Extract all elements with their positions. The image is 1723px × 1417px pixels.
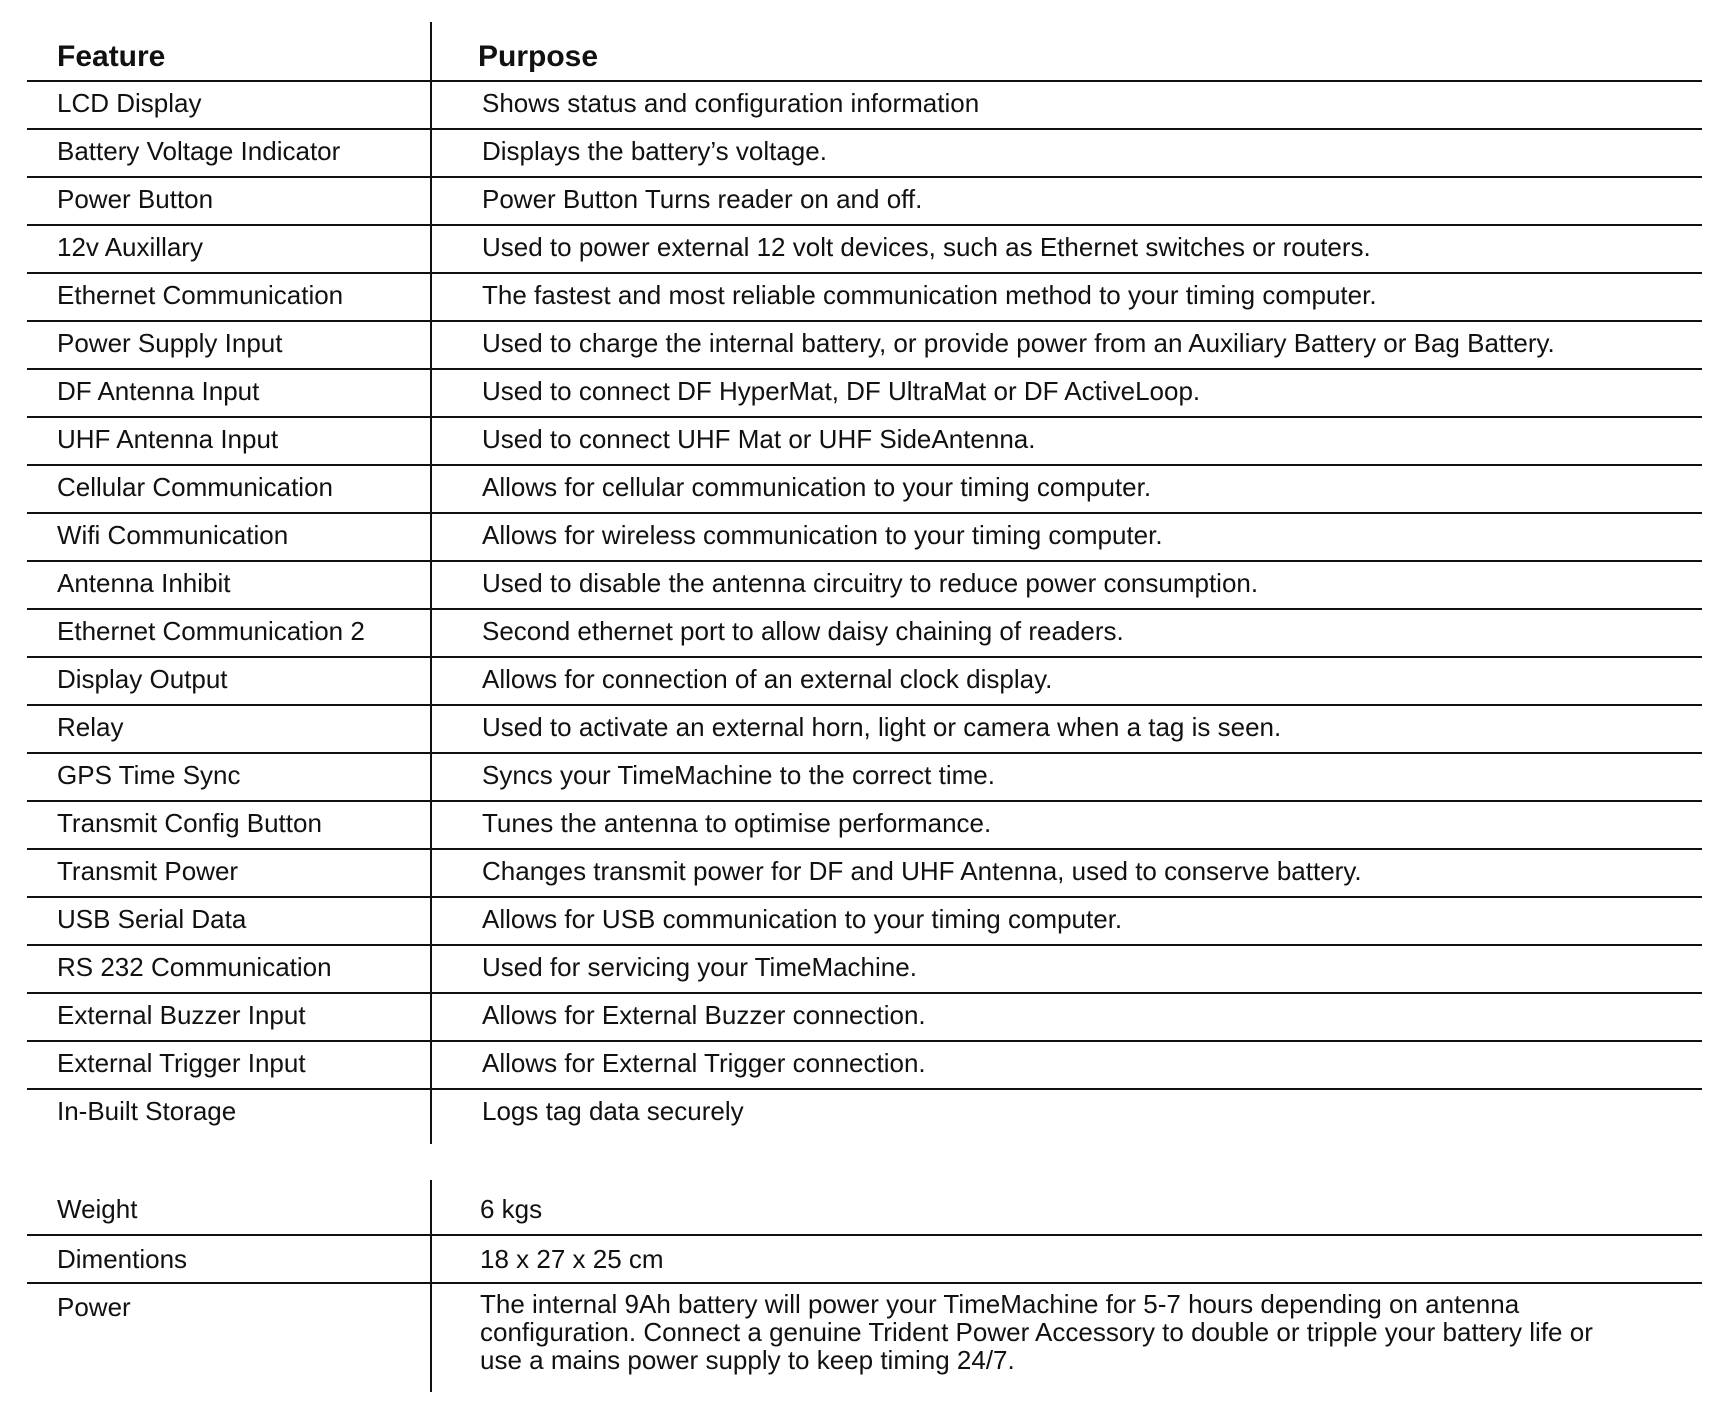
table-row: [27, 610, 1702, 658]
table-row: [27, 274, 1702, 322]
spec-label-cell: Power: [57, 1292, 131, 1322]
header-purpose: Purpose: [478, 40, 599, 73]
feature-cell: Power Supply Input: [57, 328, 283, 358]
table-row: [27, 418, 1702, 466]
purpose-cell: Allows for wireless communication to your timing computer.: [482, 520, 1163, 550]
table-row: [27, 562, 1702, 610]
table-row: [27, 514, 1702, 562]
table-row: [27, 322, 1702, 370]
purpose-cell: Shows status and configuration information: [482, 88, 980, 118]
spec-rows: [27, 1180, 1702, 1392]
table-row: [27, 130, 1702, 178]
purpose-cell: Allows for connection of an external clock display.: [482, 664, 1053, 694]
table-row: [27, 898, 1702, 946]
purpose-cell: Syncs your TimeMachine to the correct time.: [482, 760, 995, 790]
feature-rows: [27, 82, 1702, 1136]
table-row: [27, 370, 1702, 418]
feature-cell: USB Serial Data: [57, 904, 247, 934]
purpose-cell: Used to charge the internal battery, or provide power from an Auxiliary Battery or Bag Battery.: [482, 328, 1555, 358]
purpose-cell: Allows for External Trigger connection.: [482, 1048, 926, 1078]
purpose-cell: Used to power external 12 volt devices, such as Ethernet switches or routers.: [482, 232, 1371, 262]
specs-table: [27, 1180, 1702, 1392]
feature-cell: 12v Auxillary: [57, 232, 203, 262]
table-row: [27, 946, 1702, 994]
feature-cell: LCD Display: [57, 88, 202, 118]
feature-cell: In-Built Storage: [57, 1096, 237, 1126]
table-row: [27, 1180, 1702, 1236]
purpose-cell: Allows for USB communication to your timing computer.: [482, 904, 1123, 934]
purpose-cell: Used to disable the antenna circuitry to reduce power consumption.: [482, 568, 1259, 598]
spec-label-cell: Weight: [57, 1194, 138, 1224]
table-row: [27, 658, 1702, 706]
purpose-cell: Power Button Turns reader on and off.: [482, 184, 923, 214]
table-row: [27, 994, 1702, 1042]
table-row: [27, 226, 1702, 274]
features-table: [27, 22, 1702, 1136]
spec-value-cell: The internal 9Ah battery will power your TimeMachine for 5-7 hours depending on antenna configuration. Connect a genuine Trident Power Accessory to double or tripple your battery life or use a mains power supply to keep timing 24/7.: [480, 1289, 1593, 1375]
purpose-cell: Changes transmit power for DF and UHF Antenna, used to conserve battery.: [482, 856, 1362, 886]
feature-cell: Relay: [57, 712, 124, 742]
purpose-cell: Displays the battery’s voltage.: [482, 136, 827, 166]
purpose-cell: The fastest and most reliable communication method to your timing computer.: [482, 280, 1377, 310]
feature-cell: UHF Antenna Input: [57, 424, 279, 454]
purpose-cell: Used to connect DF HyperMat, DF UltraMat or DF ActiveLoop.: [482, 376, 1201, 406]
table-row: [27, 850, 1702, 898]
feature-cell: Battery Voltage Indicator: [57, 136, 341, 166]
feature-cell: External Buzzer Input: [57, 1000, 306, 1030]
purpose-cell: Used to connect UHF Mat or UHF SideAntenna.: [482, 424, 1036, 454]
feature-cell: External Trigger Input: [57, 1048, 306, 1078]
spec-label-cell: Dimentions: [57, 1244, 188, 1274]
table-row: [27, 1284, 1702, 1392]
purpose-cell: Tunes the antenna to optimise performance.: [482, 808, 992, 838]
feature-cell: Display Output: [57, 664, 228, 694]
table-row: [27, 1042, 1702, 1090]
feature-cell: Ethernet Communication 2: [57, 616, 365, 646]
table-row: [27, 1090, 1702, 1136]
feature-cell: RS 232 Communication: [57, 952, 332, 982]
spec-value-cell: 6 kgs: [480, 1194, 543, 1224]
table-header-row: [27, 22, 1702, 82]
feature-cell: GPS Time Sync: [57, 760, 241, 790]
feature-cell: Power Button: [57, 184, 214, 214]
purpose-cell: Allows for External Buzzer connection.: [482, 1000, 926, 1030]
purpose-cell: Used to activate an external horn, light or camera when a tag is seen.: [482, 712, 1282, 742]
table-row: [27, 178, 1702, 226]
spec-value-cell: 18 x 27 x 25 cm: [480, 1244, 664, 1274]
purpose-cell: Allows for cellular communication to your timing computer.: [482, 472, 1152, 502]
feature-cell: Ethernet Communication: [57, 280, 344, 310]
purpose-cell: Second ethernet port to allow daisy chaining of readers.: [482, 616, 1124, 646]
feature-cell: DF Antenna Input: [57, 376, 260, 406]
feature-cell: Antenna Inhibit: [57, 568, 231, 598]
feature-cell: Transmit Config Button: [57, 808, 322, 838]
table-row: [27, 466, 1702, 514]
table-row: [27, 754, 1702, 802]
header-feature: Feature: [57, 40, 166, 73]
table-row: [27, 802, 1702, 850]
feature-cell: Transmit Power: [57, 856, 239, 886]
purpose-cell: Logs tag data securely: [482, 1096, 744, 1126]
table-row: [27, 82, 1702, 130]
table-row: [27, 1236, 1702, 1284]
purpose-cell: Used for servicing your TimeMachine.: [482, 952, 917, 982]
table-row: [27, 706, 1702, 754]
feature-cell: Wifi Communication: [57, 520, 289, 550]
feature-cell: Cellular Communication: [57, 472, 333, 502]
